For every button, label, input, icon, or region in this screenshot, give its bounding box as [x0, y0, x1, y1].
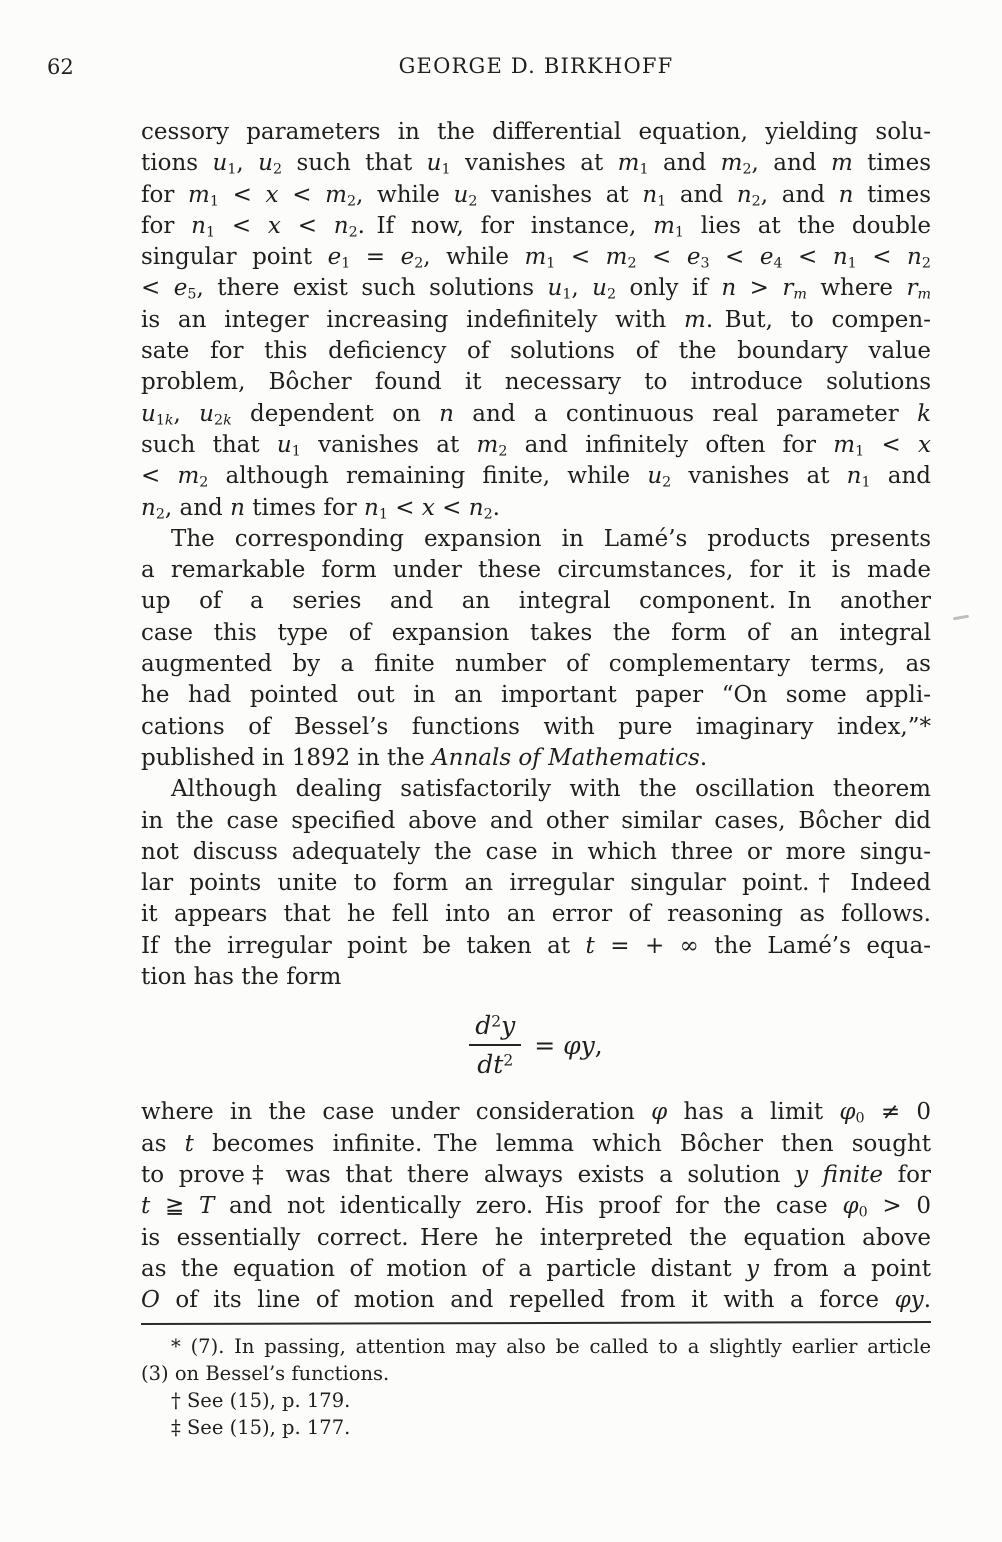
text-segment: n [468, 494, 484, 521]
text-segment: u [453, 181, 469, 208]
text-segment: to prove‡ was that there always exists a solution [141, 1161, 796, 1188]
text-segment: x [267, 212, 281, 239]
paragraph [141, 1097, 931, 1316]
text-segment: 2 [742, 161, 752, 178]
text-segment: for [141, 212, 192, 239]
text-segment: 2 [346, 193, 357, 210]
text-segment: < [555, 244, 606, 271]
text-segment: u [592, 275, 607, 302]
running-title: GEORGE D. BIRKHOFF [398, 54, 674, 78]
text-segment: n [736, 181, 752, 208]
text-segment: lies at the double [683, 212, 931, 239]
text-segment: , while [356, 181, 454, 208]
text-line [141, 868, 931, 899]
text-segment: sate for this deficiency of solutions of the boundary value [141, 338, 931, 365]
text-segment: m [605, 244, 628, 271]
text-segment: , [173, 400, 200, 427]
text-segment: and infinitely often for [507, 431, 834, 458]
text-segment: u [212, 150, 228, 177]
text-segment: e [400, 244, 415, 271]
text-segment: dependent on [231, 400, 440, 427]
text-segment: u [276, 431, 292, 458]
text-segment: m [917, 287, 932, 304]
text-segment: , and [751, 150, 831, 177]
text-segment: . [923, 1287, 931, 1314]
text-segment: ≧ [150, 1193, 199, 1220]
text-segment: φ [651, 1099, 668, 1126]
text-line [141, 1097, 931, 1128]
text-segment: x [421, 494, 435, 521]
text-segment: is an integer increasing indefinitely with [141, 306, 685, 333]
text-segment: < [141, 275, 174, 302]
text-segment: vanishes at [477, 181, 643, 208]
text-segment: If the irregular point be taken at [141, 932, 586, 959]
text-segment: . If now, for instance, [357, 212, 654, 239]
text-segment: < [856, 244, 908, 271]
text-line [141, 493, 931, 524]
pencil-mark [953, 615, 969, 621]
text-segment: , [594, 1030, 603, 1060]
text-segment: 1 [674, 224, 684, 241]
text-segment: . [492, 494, 500, 521]
text-segment: φy [894, 1287, 924, 1314]
text-segment: vanishes at [300, 431, 477, 458]
text-segment: from a point [758, 1255, 932, 1282]
text-segment: 2 [468, 193, 478, 210]
body-column [141, 117, 931, 1441]
text-segment: m [684, 306, 706, 333]
text-segment: m [793, 287, 807, 304]
text-segment: augmented by a finite number of complementary terms, as [141, 651, 931, 678]
text-segment: published in 1892 in the [141, 744, 433, 771]
text-segment: = [534, 1030, 564, 1060]
text-segment: 4 [773, 255, 783, 272]
text-segment: m [833, 431, 856, 458]
text-segment: < [387, 494, 422, 521]
text-segment: n [230, 494, 245, 521]
text-line [141, 1333, 931, 1360]
text-segment: m [177, 463, 200, 490]
text-line [141, 931, 931, 962]
text-segment: of its line of motion and repelled from it with a force [159, 1287, 895, 1314]
text-segment: u [258, 150, 273, 177]
text-line [141, 837, 931, 868]
text-segment: 1 [291, 443, 301, 460]
text-segment: up of a series and an integral component. In another [141, 588, 931, 615]
text-segment: cations of Bessel’s functions with pure imaginary index,”* [141, 713, 931, 740]
text-segment: y [501, 1011, 516, 1041]
text-segment: 2 [199, 474, 209, 491]
text-segment: † See (15), p. 179. [171, 1389, 351, 1413]
text-segment: where in the case under consideration [141, 1099, 652, 1126]
text-segment: cessory parameters in the differential equation, yielding solu- [141, 119, 931, 145]
text-segment: 2 [214, 412, 224, 429]
text-line [141, 430, 931, 461]
text-line [141, 180, 931, 211]
text-segment: m [188, 181, 210, 208]
text-segment: vanishes at [671, 463, 847, 490]
text-segment: t [493, 1050, 504, 1080]
text-segment: 1 [861, 474, 871, 491]
text-segment: becomes infinite. The lemma which Bôcher then sought [193, 1130, 931, 1157]
text-segment: m [476, 431, 499, 458]
text-segment: n [832, 244, 848, 271]
footnotes [141, 1333, 931, 1441]
text-segment: 2 [662, 474, 672, 491]
text-segment: The corresponding expansion in Lamé’s products presents [171, 525, 931, 552]
text-segment: n [333, 212, 349, 239]
text-line [141, 1160, 931, 1191]
text-segment: y [795, 1161, 809, 1188]
text-line [141, 399, 931, 430]
paragraph [141, 524, 931, 774]
text-segment: is essentially correct. Here he interpreted the equation above [141, 1224, 931, 1251]
equation [141, 993, 931, 1097]
text-segment: , while [423, 244, 525, 271]
text-line [141, 586, 931, 617]
text-segment: singular point [141, 244, 328, 271]
text-segment: m [653, 212, 675, 239]
text-segment: u [647, 463, 663, 490]
text-segment: m [720, 150, 743, 177]
text-segment: m [325, 181, 347, 208]
fraction-denominator [469, 1046, 521, 1080]
text-segment: m [617, 150, 640, 177]
fraction-numerator [469, 1010, 521, 1046]
text-segment: 0 [855, 1110, 865, 1127]
text-segment: n [191, 212, 206, 239]
text-line [141, 649, 931, 680]
text-segment: , there exist such solutions [196, 275, 548, 302]
text-segment: r [906, 275, 918, 302]
text-segment: Annals of Mathematics [432, 744, 700, 771]
text-segment: , and [164, 494, 231, 521]
text-segment: > [736, 275, 783, 302]
body-text [141, 117, 931, 1316]
text-segment: 5 [187, 287, 197, 304]
text-segment: not discuss adequately the case in which three or more singu- [141, 838, 931, 865]
fraction [469, 1010, 521, 1081]
text-segment: e [327, 244, 342, 271]
text-segment: < [782, 244, 833, 271]
text-line [141, 774, 931, 805]
text-segment: and [648, 150, 721, 177]
text-line [141, 1254, 931, 1285]
text-segment: , [571, 275, 593, 302]
text-segment: n [907, 244, 922, 271]
text-segment: φ [839, 1099, 856, 1126]
text-segment: k [164, 412, 174, 429]
text-segment: n [721, 275, 737, 302]
text-segment: such that [282, 150, 427, 177]
text-segment: times for [244, 494, 365, 521]
text-segment: tions [141, 150, 213, 177]
text-segment: lar points unite to form an irregular singular point.† Indeed [141, 870, 931, 897]
text-segment: tion has the form [141, 964, 342, 991]
text-segment: 2 [921, 255, 931, 272]
text-segment: n [846, 463, 862, 490]
text-segment: = [350, 244, 401, 271]
paragraph [141, 774, 931, 993]
text-segment: 3 [700, 255, 710, 272]
text-line [141, 336, 931, 367]
text-segment: < [434, 494, 469, 521]
text-line [141, 618, 931, 649]
text-segment: 1 [205, 224, 216, 241]
text-segment: 2 [498, 443, 508, 460]
text-segment: . But, to compen- [705, 306, 931, 333]
text-segment: n [838, 181, 854, 208]
text-segment: 1 [341, 255, 351, 272]
text-segment: 2 [607, 287, 617, 304]
text-segment: for [883, 1161, 932, 1188]
text-segment: as [141, 1130, 185, 1157]
text-segment: only if [616, 275, 722, 302]
text-segment: < [141, 463, 178, 490]
text-segment: d [477, 1050, 494, 1080]
text-segment: n [141, 494, 156, 521]
text-line [141, 367, 931, 398]
text-segment: case this type of expansion takes the form of an integral [141, 619, 931, 646]
text-segment: and [870, 463, 932, 490]
text-segment: and not identically zero. His proof for the case [214, 1193, 843, 1220]
text-segment: such that [141, 431, 277, 458]
text-segment: ≠ 0 [864, 1099, 932, 1126]
text-line [141, 743, 931, 774]
text-segment: e [686, 244, 701, 271]
text-line [141, 273, 931, 304]
text-segment: where [806, 275, 907, 302]
text-segment: n [642, 181, 658, 208]
text-segment: 2 [348, 224, 358, 241]
text-segment: 1 [855, 443, 865, 460]
text-segment: < [636, 244, 687, 271]
text-line [141, 148, 931, 179]
text-segment: n [439, 400, 454, 427]
text-segment: a remarkable form under these circumstances, for it is made [141, 557, 931, 584]
text-segment: x [918, 431, 931, 458]
text-segment: < [864, 431, 919, 458]
text-segment: 0 [858, 1204, 868, 1221]
text-segment: 2 [155, 506, 165, 523]
text-line [141, 242, 931, 273]
text-segment: . [699, 744, 708, 771]
text-segment: x [265, 181, 279, 208]
text-line [141, 680, 931, 711]
text-segment: k [917, 400, 931, 427]
paragraph [141, 117, 931, 524]
text-segment: < [215, 212, 268, 239]
text-line [141, 461, 931, 492]
text-segment: 2 [627, 255, 637, 272]
text-segment: < [709, 244, 760, 271]
text-line [141, 1191, 931, 1222]
text-line [141, 899, 931, 930]
text-segment: φy [563, 1030, 595, 1060]
text-segment: 1 [441, 161, 451, 178]
page-number: 62 [47, 55, 74, 79]
text-segment: 1 [639, 161, 649, 178]
text-segment: it appears that he fell into an error of reasoning as follows. [141, 901, 931, 928]
text-segment: * (7). In passing, attention may also be called to a slightly earlier article [171, 1335, 931, 1359]
text-line [141, 1129, 931, 1160]
text-segment: u [547, 275, 563, 302]
text-segment: 1 [847, 255, 857, 272]
text-line [141, 1387, 931, 1414]
text-segment: ‡ See (15), p. 177. [171, 1416, 351, 1440]
text-line [141, 211, 931, 242]
text-segment: for [141, 181, 189, 208]
text-segment: 2 [751, 193, 761, 210]
text-segment: in the case specified above and other similar cases, Bôcher did [141, 807, 931, 834]
text-segment: Although dealing satisfactorily with the oscillation theorem [171, 776, 931, 803]
text-segment: vanishes at [450, 150, 618, 177]
text-segment: m [830, 150, 853, 177]
text-segment: 2 [491, 1012, 502, 1031]
text-line [141, 1285, 931, 1316]
text-line [141, 117, 931, 148]
text-segment: 1 [155, 412, 165, 429]
text-line [141, 1223, 931, 1254]
text-segment [808, 1162, 823, 1188]
text-segment: > 0 [867, 1193, 931, 1220]
text-segment: times [852, 150, 931, 177]
text-line [141, 305, 931, 336]
text-segment: n [364, 494, 379, 521]
text-segment: r [782, 275, 794, 302]
text-line [141, 1414, 931, 1441]
text-segment: d [475, 1011, 492, 1041]
text-segment: e [173, 275, 188, 302]
text-line [141, 1360, 931, 1387]
text-line [141, 524, 931, 555]
text-segment: t [585, 932, 595, 959]
text-segment: = + ∞ the Lamé’s equa- [594, 932, 931, 959]
equation-rhs [534, 1030, 603, 1061]
text-segment: u [141, 400, 156, 427]
text-segment: O [141, 1287, 160, 1314]
text-segment: 2 [483, 506, 493, 523]
text-segment: 1 [562, 287, 572, 304]
text-segment: t [141, 1193, 151, 1220]
text-segment: 2 [414, 255, 424, 272]
text-segment: , and [760, 181, 839, 208]
text-segment: although remaining finite, while [208, 463, 648, 490]
text-segment: u [426, 150, 442, 177]
text-segment: as the equation of motion of a particle distant [141, 1255, 746, 1282]
text-segment: e [759, 244, 774, 271]
text-segment: has a limit [667, 1099, 840, 1126]
text-segment: and [666, 181, 737, 208]
text-line [141, 806, 931, 837]
text-segment: he had pointed out in an important paper “On some appli- [141, 682, 931, 709]
text-segment: k [223, 412, 232, 429]
text-segment: m [524, 244, 547, 271]
footnote-rule [141, 1321, 931, 1325]
text-segment: and a continuous real parameter [453, 400, 918, 427]
text-segment: times [853, 181, 931, 208]
text-segment: φ [842, 1193, 859, 1220]
text-segment: finite [822, 1161, 884, 1188]
text-segment: 2 [272, 161, 283, 178]
text-segment: , [236, 150, 259, 177]
text-line [141, 555, 931, 586]
text-segment: < [278, 181, 326, 208]
text-segment: 1 [657, 193, 667, 210]
text-segment: 1 [546, 255, 556, 272]
text-line [141, 712, 931, 743]
text-segment: < [218, 181, 266, 208]
text-segment: 1 [227, 161, 237, 178]
text-segment: 1 [209, 193, 219, 210]
text-segment: 1 [378, 506, 388, 523]
text-segment: T [198, 1193, 215, 1220]
text-segment: u [199, 400, 214, 427]
text-line [141, 962, 931, 993]
text-segment: < [280, 212, 334, 239]
text-segment: y [745, 1255, 759, 1282]
text-segment: 2 [503, 1051, 514, 1070]
text-segment: t [184, 1130, 194, 1157]
text-segment: (3) on Bessel’s functions. [141, 1362, 390, 1386]
text-segment: problem, Bôcher found it necessary to introduce solutions [141, 369, 931, 396]
